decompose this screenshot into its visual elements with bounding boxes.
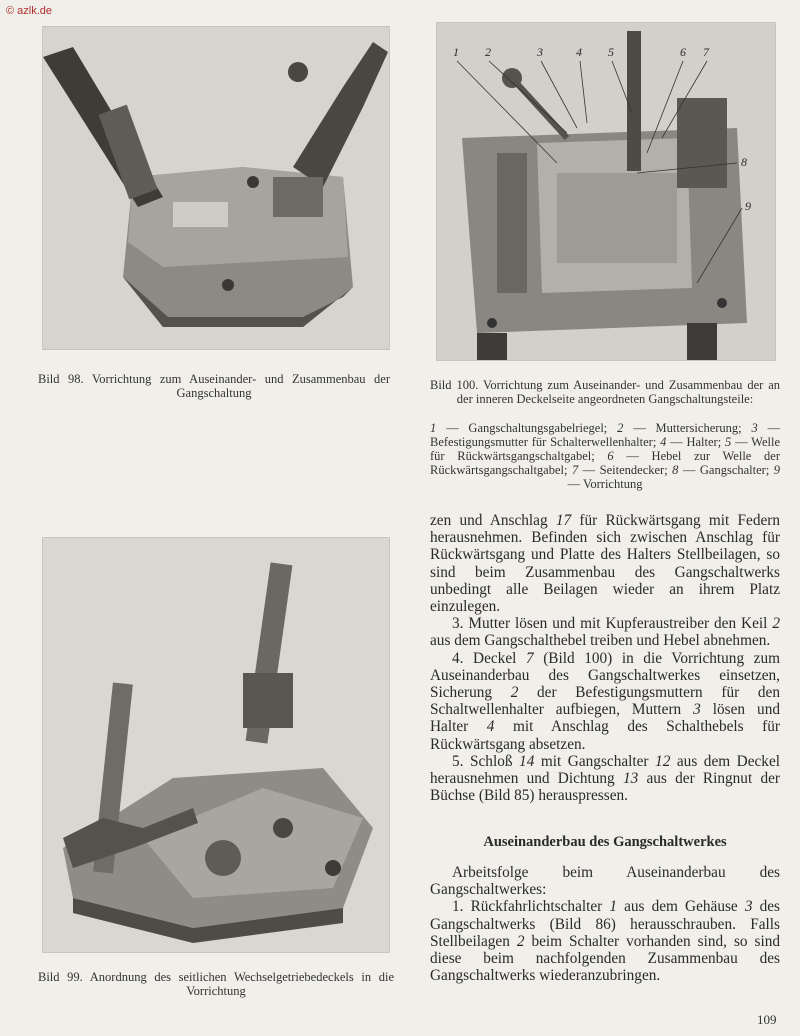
figure-98-caption: Bild 98. Vorrichtung zum Auseinander- und Zusammenbau der Gangschaltung (38, 372, 390, 400)
paragraph-step-4: 4. Deckel 7 (Bild 100) in die Vorrichtung zum Auseinanderbau des Gangschaltwerkes einsetzen, Sicherung 2 der Befestigungsmuttern für den Schaltwellenhalter aufbiegen, Muttern 3 lösen und Halter 4 mit Anschlag des Schalthebels für Rückwärtsgang absetzen. (430, 649, 781, 753)
callout-9: 9 (745, 199, 751, 213)
page-number: 109 (757, 1012, 777, 1027)
callout-4: 4 (576, 45, 582, 59)
figure-100-caption: Bild 100. Vorrichtung zum Auseinander- und Zusammenbau der an der inneren Deckelseite angeordneten Gangschaltungsteile: (430, 378, 780, 406)
watermark: © azlk.de (6, 5, 53, 17)
callout-8: 8 (741, 155, 747, 169)
legend-item: 9 — Vorrichtung (567, 463, 781, 491)
body-text-section (430, 864, 780, 984)
legend-item: 2 — Muttersicherung; (617, 421, 742, 435)
legend-item: 3 — Befestigungsmutter für Schalterwellenhalter; (430, 421, 781, 449)
callout-7: 7 (703, 45, 709, 59)
paragraph-step-1: 1. Rückfahrlichtschalter 1 aus dem Gehäuse 3 des Gangschaltwerks (Bild 86) herausschrauben. Falls Stellbeilagen 2 beim Schalter vorhanden sind, so sind diese beim nachfolgenden Zusammenbau des Gangschaltwerks wiederanzubringen. (430, 898, 781, 985)
callout-5: 5 (608, 45, 614, 59)
figure-100-legend (430, 421, 780, 491)
section-heading: Auseinanderbau des Gangschaltwerkes (483, 834, 727, 850)
legend-item: 5 — Welle für Rückwärtsgangschaltgabel; (430, 435, 781, 463)
legend-item: 6 — Hebel zur Welle der Rückwärtsgangschaltgabel; (430, 449, 780, 477)
legend-item: 1 — Gangschaltungsgabelriegel; (430, 421, 608, 435)
paragraph-step-5: 5. Schloß 14 mit Gangschalter 12 aus dem Deckel herausnehmen und Dichtung 13 aus der Ringnut der Büchse (Bild 85) herauspressen. (430, 752, 780, 805)
legend-item: 4 — Halter; (660, 435, 722, 449)
callout-3: 3 (537, 45, 543, 59)
figure-98-photo (42, 26, 390, 350)
figure-100-photo (436, 22, 776, 361)
paragraph-step-3: 3. Mutter lösen und mit Kupferaustreiber den Keil 2 aus dem Gangschalthebel treiben und Hebel abnehmen. (430, 615, 780, 650)
callout-2: 2 (485, 45, 491, 59)
paragraph-continued: zen und Anschlag 17 für Rückwärtsgang mit Federn herausnehmen. Befinden sich zwischen Anschlag für Rückwärtsgang und Platte des Halters Stellbeilagen, so sind beim Zusammenbau des Gangschaltwerks unbedingt alle Beilagen wieder an ihrem Platz einzulegen. (430, 512, 780, 616)
body-text-column (430, 512, 780, 804)
callout-6: 6 (680, 45, 686, 59)
legend-item: 7 — Seitendecker; (571, 463, 668, 477)
callout-1: 1 (453, 45, 459, 59)
legend-item: 8 — Gangschalter; (672, 463, 770, 477)
paragraph-intro: Arbeitsfolge beim Auseinanderbau des Gangschaltwerkes: (430, 864, 780, 899)
figure-99-photo (42, 537, 390, 953)
figure-99-caption: Bild 99. Anordnung des seitlichen Wechselgetriebedeckels in die Vorrichtung (38, 970, 394, 998)
